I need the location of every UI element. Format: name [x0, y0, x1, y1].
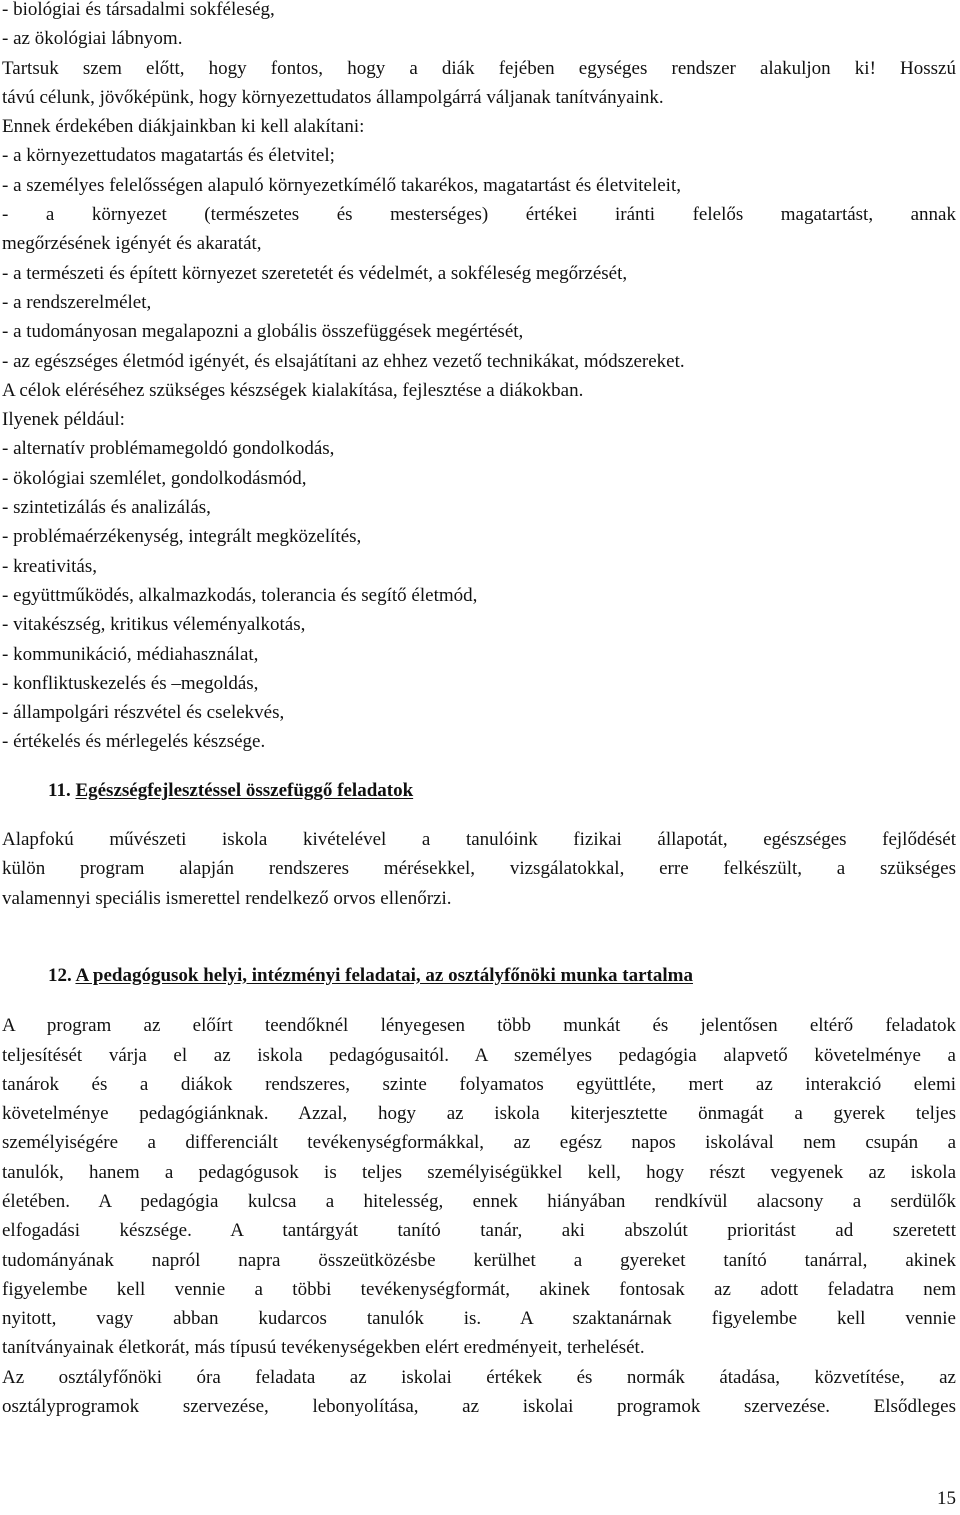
text-line: - a rendszerelmélet, [2, 291, 152, 313]
list-item: - ökológiai szemlélet, gondolkodásmód, [2, 467, 307, 489]
list-item: - együttműködés, alkalmazkodás, tolerancia és segítő életmód, [2, 584, 478, 606]
paragraph-line: valamennyi speciális ismerettel rendelkező orvos ellenőrzi. [2, 887, 452, 909]
list-item: - alternatív problémamegoldó gondolkodás, [2, 438, 335, 460]
text-line: Tartsuk szem előtt, hogy fontos, hogy a diák fejében egységes rendszer alakuljon ki! Hosszú [2, 57, 956, 79]
text-line: - az egészséges életmód igényét, és elsajátítani az ehhez vezető technikákat, módszereket. [2, 350, 685, 372]
paragraph-line: tanárok és a diákok rendszeres, szinte folyamatos együttléte, mert az interakció elemi [2, 1073, 956, 1095]
paragraph-line: tanulók, hanem a pedagógusok is teljes személyiségükkel kell, hogy részt vegyenek az iskola [2, 1161, 956, 1183]
paragraph-line: követelménye pedagógiánknak. Azzal, hogy az iskola kiterjesztette önmagát a gyerek teljes [2, 1103, 956, 1125]
paragraph-line: külön program alapján rendszeres mérésekkel, vizsgálatokkal, erre felkészült, a szükséges [2, 858, 956, 880]
text-line: - a személyes felelősségen alapuló környezetkímélő takarékos, magatartást és életviteleit, [2, 174, 681, 196]
paragraph-line: személyiségére a differenciált tevékenységformákkal, az egész napos iskolával nem csupán a [2, 1132, 956, 1154]
text-line: - a környezettudatos magatartás és életvitel; [2, 145, 335, 167]
section-11-body [0, 825, 960, 913]
paragraph-line: nyitott, vagy abban kudarcos tanulók is. A szaktanárnak figyelembe kell vennie [2, 1308, 956, 1330]
section-12-title: A pedagógusok helyi, intézményi feladatai, az osztályfőnöki munka tartalma [75, 964, 693, 986]
list-item: - értékelés és mérlegelés készsége. [2, 731, 266, 753]
section-11-title: Egészségfejlesztéssel összefüggő feladatok [75, 779, 414, 801]
paragraph-line: osztályprogramok szervezése, lebonyolítása, az iskolai programok szervezése. Elsődleges [2, 1396, 956, 1418]
text-line: - a természeti és épített környezet szeretetét és védelmét, a sokféleség megőrzését, [2, 262, 628, 284]
text-line: Ennek érdekében diákjainkban ki kell alakítani: [2, 116, 365, 138]
paragraph-line: elfogadási készsége. A tantárgyát tanító tanár, aki abszolút prioritást ad szeretett [2, 1220, 956, 1242]
paragraph-line: Az osztályfőnöki óra feladata az iskolai értékek és normák átadása, közvetítése, az [2, 1366, 956, 1388]
spacer [0, 990, 960, 1011]
list-item: - vitakészség, kritikus véleményalkotás, [2, 614, 306, 636]
list-item: - konfliktuskezelés és –megoldás, [2, 672, 259, 694]
paragraph-line: életében. A pedagógia kulcsa a hitelesség, ennek hiányában rendkívül alacsony a serdülők [2, 1190, 956, 1212]
list-item: - problémaérzékenység, integrált megközelítés, [2, 526, 362, 548]
list-item: - állampolgári részvétel és cselekvés, [2, 702, 285, 724]
spacer [0, 805, 960, 825]
paragraph-line: tanítványainak életkorát, más típusú tevékenységekben elért eredményeit, terhelését. [2, 1337, 645, 1359]
text-line: megőrzésének igényét és akaratát, [2, 233, 262, 255]
intro-block [0, 0, 960, 757]
paragraph-line: figyelembe kell vennie a többi tevékenységformát, akinek fontosak az adott feladatra nem [2, 1278, 956, 1300]
section-11-number: 11. [48, 779, 71, 801]
page-number: 15 [937, 1488, 956, 1509]
text-line: - a környezet (természetes és mesterséges) értékei iránti felelős magatartást, annak [2, 204, 956, 226]
paragraph-line: Alapfokú művészeti iskola kivételével a tanulóink fizikai állapotát, egészséges fejlődését [2, 829, 956, 851]
list-item: - kommunikáció, médiahasználat, [2, 643, 259, 665]
list-item: - kreativitás, [2, 555, 97, 577]
paragraph-line: tudományának napról napra összeütközésbe kerülhet a gyereket tanító tanárral, akinek [2, 1249, 956, 1271]
text-line: - biológiai és társadalmi sokféleség, [2, 0, 275, 20]
text-line: távú célunk, jövőképünk, hogy környezettudatos állampolgárrá váljanak tanítványaink. [2, 86, 664, 108]
section-12-body [0, 1011, 960, 1421]
section-12-heading [0, 961, 960, 990]
paragraph-line: teljesítését várja el az iskola pedagógusaitól. A személyes pedagógia alapvető követelménye a [2, 1044, 956, 1066]
list-item: - szintetizálás és analizálás, [2, 497, 211, 519]
spacer [0, 757, 960, 776]
text-line: Ilyenek például: [2, 409, 125, 431]
text-line: - a tudományosan megalapozni a globális összefüggések megértését, [2, 321, 524, 343]
text-line: A célok eléréséhez szükséges készségek kialakítása, fejlesztése a diákokban. [2, 379, 584, 401]
section-11-heading [0, 776, 960, 805]
section-12-number: 12. [48, 964, 72, 986]
spacer [0, 913, 960, 961]
paragraph-line: A program az előírt teendőknél lényegesen több munkát és jelentősen eltérő feladatok [2, 1015, 956, 1037]
text-line: - az ökológiai lábnyom. [2, 28, 183, 50]
